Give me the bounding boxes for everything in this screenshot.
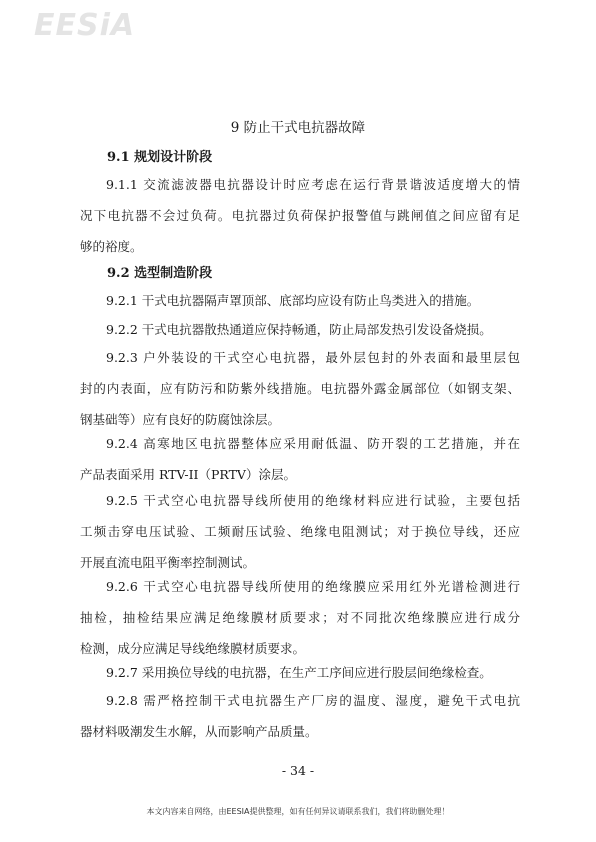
text-line: 钢基础等）应有良好的防腐蚀涂层。 [80, 412, 281, 427]
text-line: 9.2.5 干式空心电抗器导线所使用的绝缘材料应进行试验，主要包括 [106, 493, 520, 508]
text-line: 产品表面采用 RTV-II（PRTV）涂层。 [80, 467, 296, 482]
text-line: 检测，成分应满足导线绝缘膜材质要求。 [80, 641, 306, 656]
text-line: 够的裕度。 [80, 239, 143, 254]
paragraph-9-2-3 [80, 342, 520, 435]
eesia-watermark-logo: EESiA [34, 8, 136, 43]
text-line: 9.2.4 高寒地区电抗器整体应采用耐低温、防开裂的工艺措施，并在 [106, 436, 520, 451]
paragraph-9-2-7 [80, 657, 520, 688]
paragraph-9-2-1 [80, 285, 520, 316]
text-line: 器材料吸潮发生水解，从而影响产品质量。 [80, 724, 318, 739]
footer-note: 本文内容来自网络，由EESIA提供整理，如有任何异议请联系我们，我们将助删处理！ [146, 807, 450, 816]
text-line: 封的内表面，应有防污和防紫外线措施。电抗器外露金属部位（如钢支架、 [80, 381, 520, 396]
page-number: - 34 - [281, 763, 315, 778]
text-line: 开展直流电阻平衡率控制测试。 [80, 555, 256, 570]
text-line: 9.2.2 干式电抗器散热通道应保持畅通，防止局部发热引发设备烧损。 [106, 322, 492, 337]
paragraph-9-1-1 [80, 169, 520, 262]
text-line: 况下电抗器不会过负荷。电抗器过负荷保护报警值与跳闸值之间应留有足 [80, 208, 520, 223]
section-title: 9 防止干式电抗器故障 [230, 120, 366, 136]
paragraph-9-2-5 [80, 485, 520, 578]
text-line: 工频击穿电压试验、工频耐压试验、绝缘电阻测试；对于换位导线，还应 [80, 524, 520, 539]
subsection-heading-9-2: 9.2 选型制造阶段 [107, 266, 213, 281]
text-line: 9.2.1 干式电抗器隔声罩顶部、底部均应设有防止鸟类进入的措施。 [106, 293, 480, 308]
paragraph-9-2-6 [80, 571, 520, 664]
text-line: 抽检，抽检结果应满足绝缘膜材质要求；对不同批次绝缘膜应进行成分 [80, 610, 520, 625]
subsection-heading-9-1: 9.1 规划设计阶段 [107, 150, 213, 165]
text-line: 9.2.7 采用换位导线的电抗器，在生产工序间应进行股层间绝缘检查。 [106, 665, 492, 680]
text-line: 9.2.3 户外装设的干式空心电抗器，最外层包封的外表面和最里层包 [106, 350, 520, 365]
paragraph-9-2-2 [80, 314, 520, 345]
paragraph-9-2-8 [80, 685, 520, 747]
text-line: 9.1.1 交流滤波器电抗器设计时应考虑在运行背景谐波适度增大的情 [106, 177, 520, 192]
paragraph-9-2-4 [80, 428, 520, 490]
text-line: 9.2.8 需严格控制干式电抗器生产厂房的温度、湿度，避免干式电抗 [106, 693, 520, 708]
text-line: 9.2.6 干式空心电抗器导线所使用的绝缘膜应采用红外光谱检测进行 [106, 579, 520, 594]
